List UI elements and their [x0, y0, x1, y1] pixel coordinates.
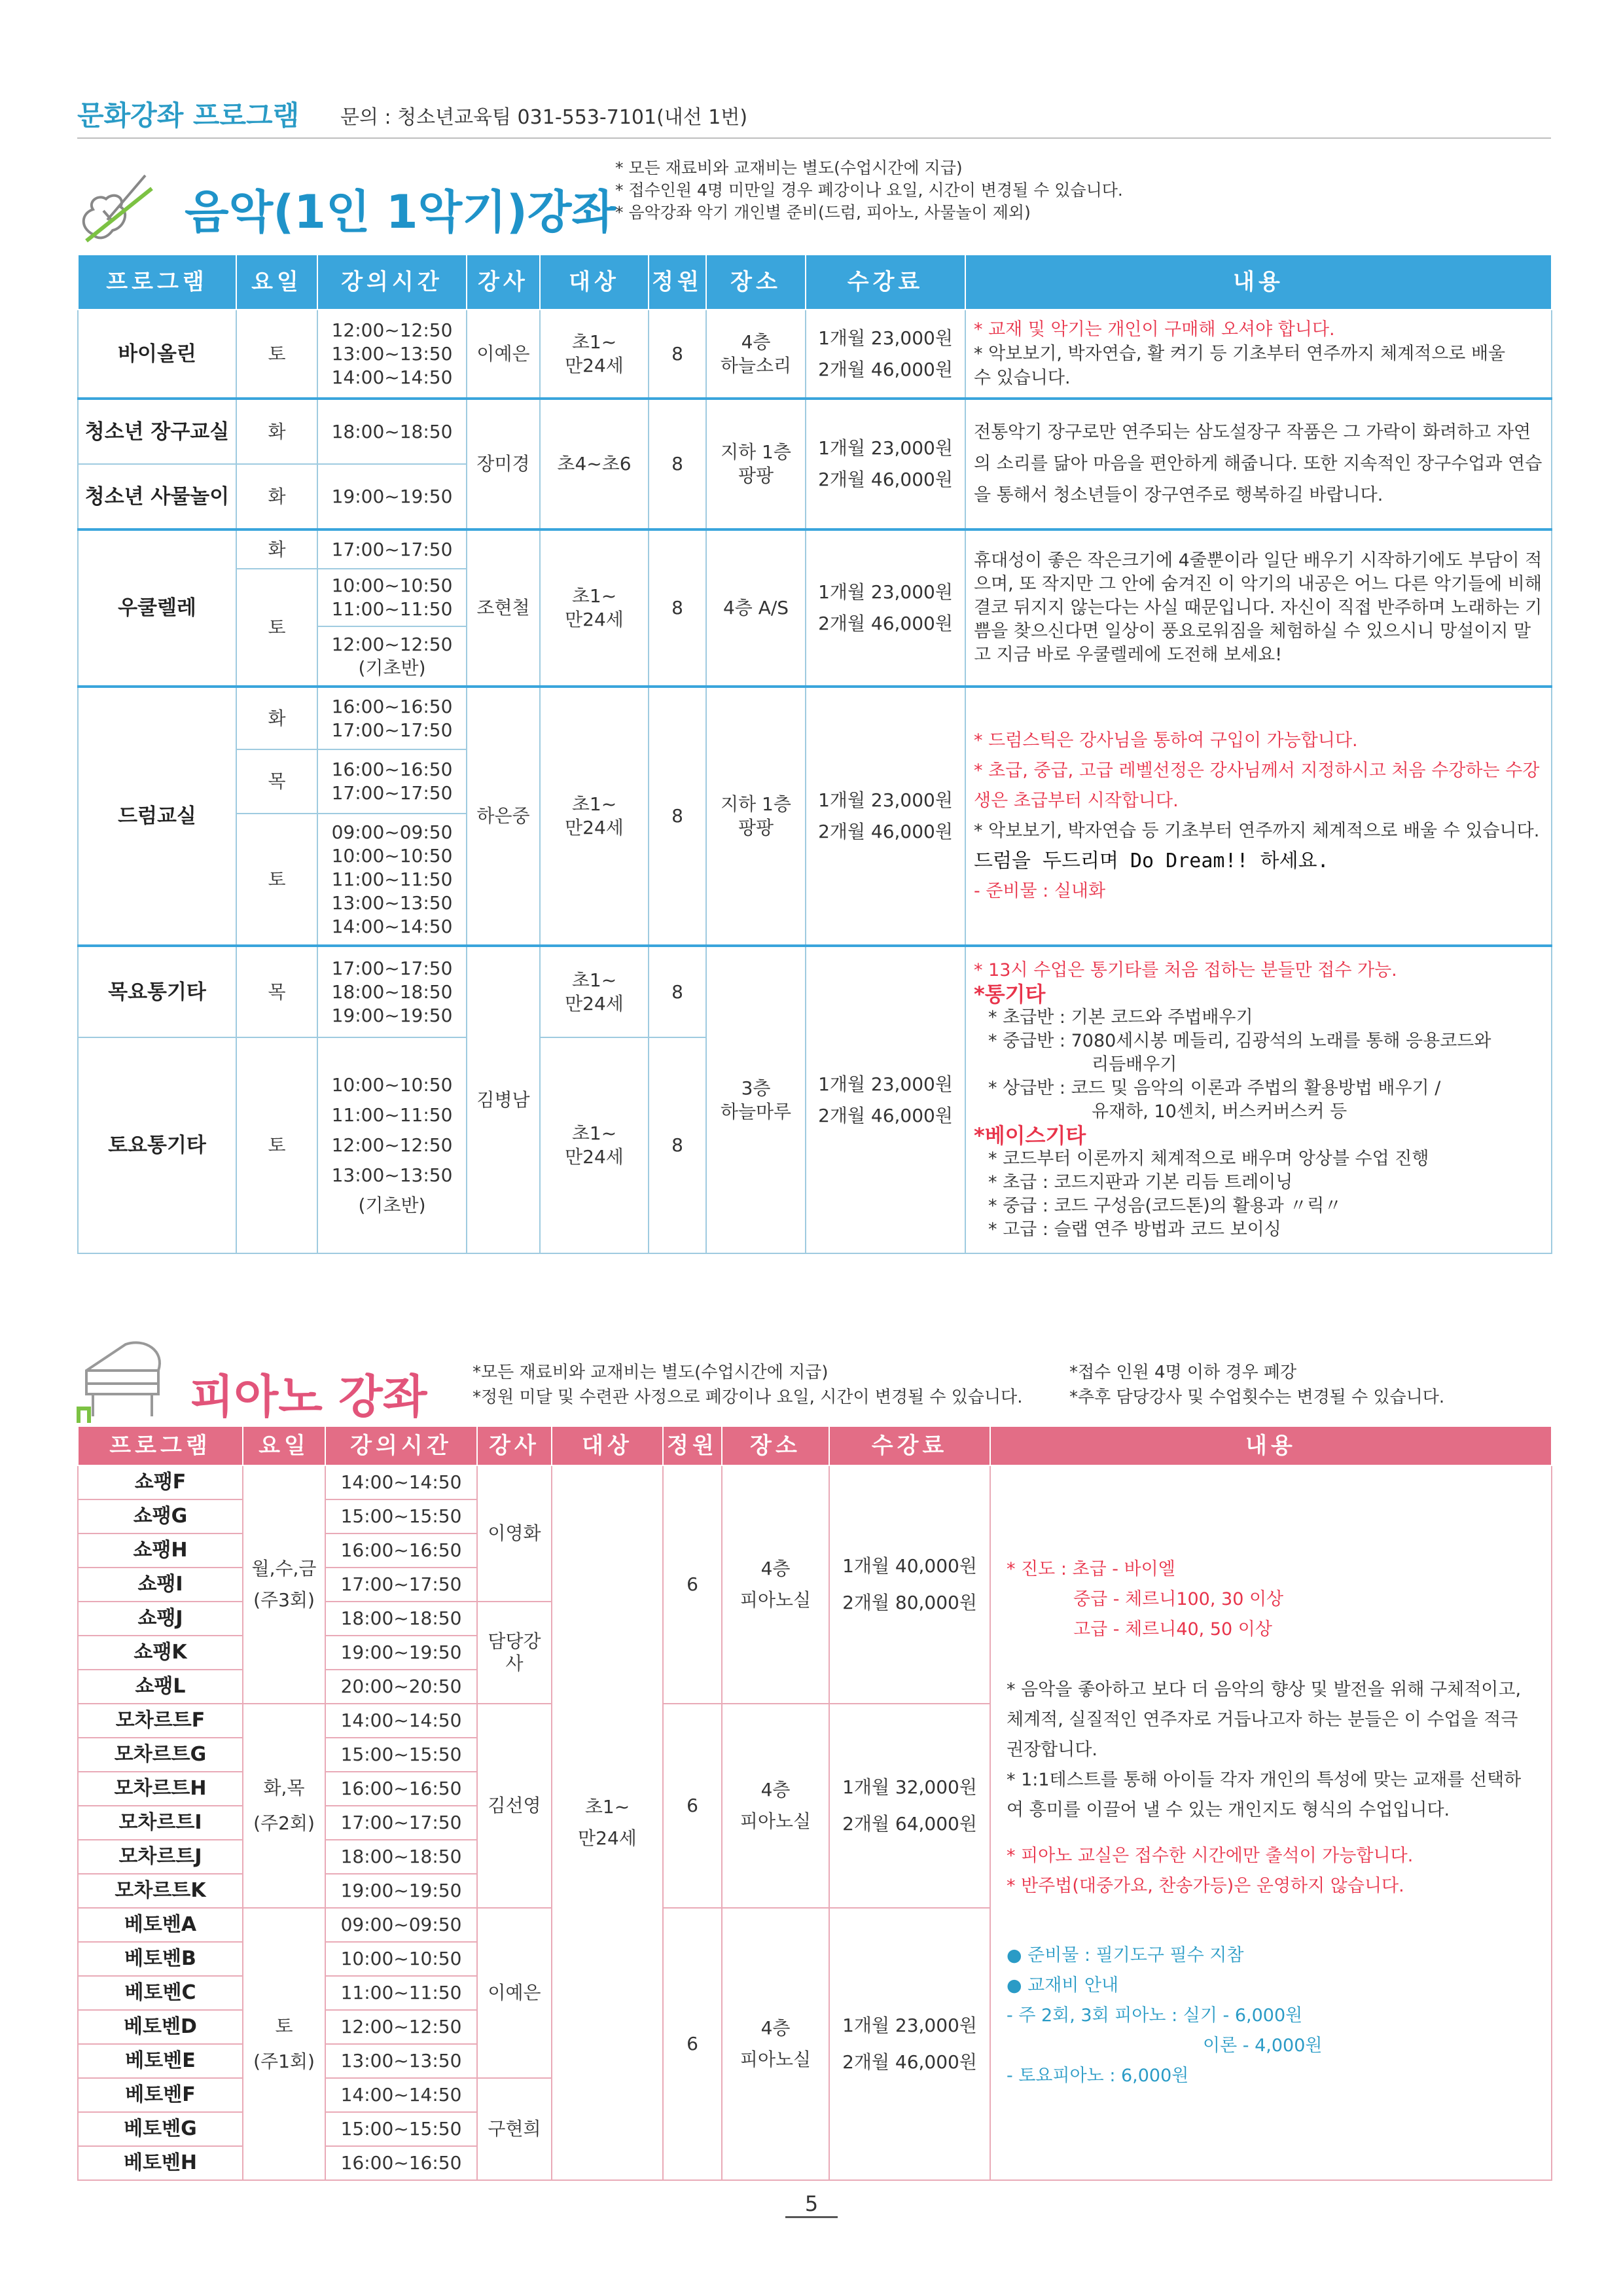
piano-notes-left: *모든 재료비와 교재비는 별도(수업시간에 지급) *정원 미달 및 수련관 사정으로 폐강이나 요일, 시간이 변경될 수 있습니다.: [473, 1363, 1023, 1407]
program-name: 쇼팽H: [78, 1534, 243, 1568]
place: 4층 피아노실: [722, 1704, 829, 1908]
fee: 1개월 23,000원 2개월 46,000원: [806, 687, 965, 946]
music-notes: * 모든 재료비와 교재비는 별도(수업시간에 지급) * 접수인원 4명 미만일 경우 폐강이나 요일, 시간이 변경될 수 있습니다. * 음악강좌 악기 개인별 준비(드럼, 피아노, 사물놀이 제외): [615, 158, 1123, 222]
time: 16:00~16:50: [325, 1772, 477, 1806]
desc-line: * 코드부터 이론까지 체계적으로 배우며 앙상블 수업 진행: [988, 1148, 1429, 1169]
description: [965, 687, 1552, 946]
time: 10:00~10:50: [325, 1942, 477, 1976]
time: 15:00~15:50: [325, 2112, 477, 2146]
place: 지하 1층 팡팡: [706, 687, 806, 946]
place: 지하 1층 팡팡: [706, 399, 806, 529]
description: [965, 946, 1552, 1253]
teacher: 하은중: [467, 687, 540, 946]
progress-line: * 진도 : 초급 - 바이엘: [1007, 1559, 1175, 1579]
program-name: 청소년 장구교실: [78, 399, 236, 464]
desc-text: * 음악을 좋아하고 보다 더 음악의 향상 및 발전을 위해 구체적이고, 체계적, 실질적인 연주자로 거듭나고자 하는 분들은 이 수업을 적극 권장합니다.: [1007, 1679, 1522, 1760]
fee: 1개월 23,000원 2개월 46,000원: [806, 529, 965, 687]
day: 토 (주1회): [243, 1908, 325, 2180]
desc-line: 리듬배우기: [1092, 1054, 1177, 1075]
time: 19:00~19:50: [317, 464, 467, 529]
program-name: 청소년 사물놀이: [78, 464, 236, 529]
day: 토: [236, 310, 317, 399]
col-place: 장소: [722, 1426, 829, 1465]
capacity: 8: [649, 687, 706, 946]
time: 10:00~10:50 11:00~11:50 12:00~12:50 13:00~13:50 (기초반): [317, 1037, 467, 1253]
place: 4층 A/S: [706, 529, 806, 687]
program-name: 쇼팽G: [78, 1499, 243, 1534]
capacity: 6: [663, 1465, 722, 1704]
table-row: [78, 946, 1552, 1037]
piano-section-title: 피아노 강좌: [190, 1370, 427, 1424]
day: 화: [236, 464, 317, 529]
capacity: 8: [649, 399, 706, 529]
prep-line: ● 준비물 : 필기도구 필수 지참: [1007, 1945, 1244, 1965]
header-title: 문화강좌 프로그램: [77, 99, 300, 132]
program-name: 베토벤F: [78, 2078, 243, 2112]
fee: 1개월 40,000원 2개월 80,000원: [829, 1465, 990, 1704]
capacity: 8: [649, 1037, 706, 1253]
capacity: 6: [663, 1704, 722, 1908]
fee: 1개월 23,000원 2개월 46,000원: [806, 946, 965, 1253]
day: 목: [236, 749, 317, 814]
target: 초1~ 만24세: [540, 529, 649, 687]
teacher: 장미경: [467, 399, 540, 529]
time: 14:00~14:50: [325, 1704, 477, 1738]
teacher: 김선영: [477, 1704, 552, 1908]
time: 14:00~14:50: [325, 2078, 477, 2112]
music-section-title: 음악(1인 1악기)강좌: [185, 185, 616, 239]
target: 초1~ 만24세: [540, 946, 649, 1037]
capacity: 8: [649, 529, 706, 687]
target: 초1~ 만24세: [540, 687, 649, 946]
table-row: [78, 399, 1552, 464]
teacher: 담당강사: [477, 1602, 552, 1704]
program-name: 우쿨렐레: [78, 529, 236, 687]
piano-header-row: [78, 1426, 1552, 1465]
program-name: 모차르트F: [78, 1704, 243, 1738]
table-row: [78, 687, 1552, 749]
time: 16:00~16:50 17:00~17:50: [317, 749, 467, 814]
program-name: 베토벤B: [78, 1942, 243, 1976]
desc-line: * 상급반 : 코드 및 음악의 이론과 주법의 활용방법 배우기 /: [988, 1077, 1441, 1098]
col-place: 장소: [706, 255, 806, 310]
col-day: 요일: [243, 1426, 325, 1465]
desc-warning: * 반주법(대중가요, 찬송가등)은 운영하지 않습니다.: [1007, 1876, 1404, 1896]
fee: 1개월 23,000원 2개월 46,000원: [829, 1908, 990, 2180]
piano-icon: [73, 1331, 171, 1423]
col-content: 내용: [990, 1426, 1552, 1465]
time: 17:00~17:50: [325, 1806, 477, 1840]
place: 4층 하늘소리: [706, 310, 806, 399]
day: 토: [236, 569, 317, 687]
time: 17:00~17:50 18:00~18:50 19:00~19:50: [317, 946, 467, 1037]
violin-icon: [73, 162, 158, 247]
program-name: 쇼팽K: [78, 1636, 243, 1670]
time: 17:00~17:50: [325, 1568, 477, 1602]
program-name: 모차르트J: [78, 1840, 243, 1874]
day: 월,수,금 (주3회): [243, 1465, 325, 1704]
time: 12:00~12:50: [325, 2010, 477, 2044]
music-header-row: [78, 255, 1552, 310]
col-teacher: 강사: [467, 255, 540, 310]
progress-line: 중급 - 체르니100, 30 이상: [1073, 1589, 1284, 1609]
piano-description: [990, 1465, 1552, 2180]
teacher: 이예은: [477, 1908, 552, 2078]
desc-line: * 중급 : 코드 구성음(코드톤)의 활용과 〃릭〃: [988, 1195, 1342, 1216]
day: 화: [236, 529, 317, 569]
place: 4층 피아노실: [722, 1908, 829, 2180]
fee-guide-line: - 토요피아노 : 6,000원: [1007, 2066, 1189, 2086]
col-target: 대상: [540, 255, 649, 310]
fee-guide-line: 이론 - 4,000원: [1203, 2036, 1323, 2056]
program-name: 쇼팽F: [78, 1465, 243, 1499]
day: 토: [236, 814, 317, 946]
desc-line: * 고급 : 슬랩 연주 방법과 코드 보이싱: [988, 1219, 1281, 1240]
program-name: 쇼팽L: [78, 1670, 243, 1704]
desc-text: * 악보보기, 박자연습 등 기초부터 연주까지 체계적으로 배울 수 있습니다.: [974, 821, 1540, 841]
program-name: 목요통기타: [78, 946, 236, 1037]
piano-course-table: [77, 1426, 1552, 2181]
description: 휴대성이 좋은 작은크기에 4줄뿐이라 일단 배우기 시작하기에도 부담이 적으며, 또 작지만 그 안에 숨겨진 이 악기의 내공은 어느 다른 악기들에 비해 결코 뒤지지 않는다는 사실 때문입니다. 자신이 직접 반주하며 노래하는 기쁨을 찾으신다면 일상이 풍요로워짐을 체험하실 수 있으시니 망설이지 말고 지금 바로 우쿨렐레에 도전해 보세요!: [965, 529, 1552, 687]
time: 19:00~19:50: [325, 1636, 477, 1670]
col-content: 내용: [965, 255, 1552, 310]
desc-line: * 초급 : 코드지판과 기본 리듬 트레이닝: [988, 1172, 1293, 1193]
time: 18:00~18:50: [325, 1840, 477, 1874]
day: 토: [236, 1037, 317, 1253]
desc-warning: * 교재 및 악기는 개인이 구매해 오셔야 합니다.: [974, 319, 1335, 340]
program-name: 쇼팽I: [78, 1568, 243, 1602]
desc-slogan: 드럼을 두드리며 Do Dream!! 하세요.: [974, 850, 1329, 872]
piano-notes-right: *접수 인원 4명 이하 경우 폐강 *추후 담당강사 및 수업횟수는 변경될 수 있습니다.: [1069, 1363, 1445, 1407]
time: 18:00~18:50: [317, 399, 467, 464]
target: 초1~ 만24세: [552, 1465, 663, 2180]
time: 09:00~09:50 10:00~10:50 11:00~11:50 13:00~13:50 14:00~14:50: [317, 814, 467, 946]
col-program: 프로그램: [78, 255, 236, 310]
col-fee: 수강료: [829, 1426, 990, 1465]
program-name: 모차르트K: [78, 1874, 243, 1908]
desc-text: * 1:1테스트를 통해 아이들 각자 개인의 특성에 맞는 교재를 선택하여 흥미를 이끌어 낼 수 있는 개인지도 형식의 수업입니다.: [1007, 1770, 1522, 1820]
capacity: 8: [649, 310, 706, 399]
program-name: 드럼교실: [78, 687, 236, 946]
acoustic-title: *통기타: [974, 981, 1046, 1007]
col-fee: 수강료: [806, 255, 965, 310]
page-number: 5: [785, 2191, 838, 2218]
program-name: 베토벤E: [78, 2044, 243, 2078]
time: 12:00~12:50 13:00~13:50 14:00~14:50: [317, 310, 467, 399]
teacher: 김병남: [467, 946, 540, 1253]
time: 17:00~17:50: [317, 529, 467, 569]
day: 화: [236, 399, 317, 464]
program-name: 바이올린: [78, 310, 236, 399]
description: 전통악기 장구로만 연주되는 삼도설장구 작품은 그 가락이 화려하고 자연의 소리를 닮아 마음을 편안하게 해줍니다. 또한 지속적인 장구수업과 연습을 통해서 청소년들이 장구연주로 행복하길 바랍니다.: [965, 399, 1552, 529]
desc-prep: - 준비물 : 실내화: [974, 881, 1106, 901]
desc-text: * 악보보기, 박자연습, 활 켜기 등 기초부터 연주까지 체계적으로 배울 수 있습니다.: [974, 344, 1506, 388]
time: 10:00~10:50 11:00~11:50: [317, 569, 467, 626]
progress-line: 고급 - 체르니40, 50 이상: [1073, 1619, 1272, 1640]
fee: 1개월 23,000원 2개월 46,000원: [806, 399, 965, 529]
col-program: 프로그램: [78, 1426, 243, 1465]
time: 13:00~13:50: [325, 2044, 477, 2078]
target: 초1~ 만24세: [540, 1037, 649, 1253]
capacity: 8: [649, 946, 706, 1037]
program-name: 베토벤G: [78, 2112, 243, 2146]
table-row: [78, 529, 1552, 569]
music-course-table: [77, 254, 1552, 1254]
fee: 1개월 32,000원 2개월 64,000원: [829, 1704, 990, 1908]
day: 화,목 (주2회): [243, 1704, 325, 1908]
target: 초1~ 만24세: [540, 310, 649, 399]
desc-line: * 초급반 : 기본 코드와 주법배우기: [988, 1007, 1253, 1028]
teacher: 구현희: [477, 2078, 552, 2180]
col-time: 강의시간: [325, 1426, 477, 1465]
page-header: [77, 92, 1551, 139]
day: 목: [236, 946, 317, 1037]
col-day: 요일: [236, 255, 317, 310]
capacity: 6: [663, 1908, 722, 2180]
fee: 1개월 23,000원 2개월 46,000원: [806, 310, 965, 399]
teacher: 조현철: [467, 529, 540, 687]
program-name: 토요통기타: [78, 1037, 236, 1253]
time: 16:00~16:50: [325, 2146, 477, 2180]
program-name: 베토벤A: [78, 1908, 243, 1942]
teacher: 이영화: [477, 1465, 552, 1602]
description: [965, 310, 1552, 399]
time: 12:00~12:50 (기초반): [317, 626, 467, 687]
teacher: 이예은: [467, 310, 540, 399]
day: 화: [236, 687, 317, 749]
program-name: 모차르트H: [78, 1772, 243, 1806]
time: 18:00~18:50: [325, 1602, 477, 1636]
time: 19:00~19:50: [325, 1874, 477, 1908]
time: 15:00~15:50: [325, 1499, 477, 1534]
place: 4층 피아노실: [722, 1465, 829, 1704]
program-name: 베토벤C: [78, 1976, 243, 2010]
program-name: 베토벤D: [78, 2010, 243, 2044]
col-teacher: 강사: [477, 1426, 552, 1465]
time: 16:00~16:50: [325, 1534, 477, 1568]
target: 초4~초6: [540, 399, 649, 529]
time: 14:00~14:50: [325, 1465, 477, 1499]
desc-warning: * 드럼스틱은 강사님을 통하여 구입이 가능합니다.: [974, 730, 1358, 751]
desc-warning: * 13시 수업은 통기타를 처음 접하는 분들만 접수 가능.: [974, 960, 1397, 980]
bass-title: *베이스기타: [974, 1122, 1086, 1148]
time: 09:00~09:50: [325, 1908, 477, 1942]
header-contact: 문의 : 청소년교육팀 031-553-7101(내선 1번): [340, 106, 748, 129]
table-row: [78, 310, 1552, 399]
program-name: 모차르트G: [78, 1738, 243, 1772]
col-target: 대상: [552, 1426, 663, 1465]
time: 15:00~15:50: [325, 1738, 477, 1772]
col-time: 강의시간: [317, 255, 467, 310]
col-capacity: 정원: [663, 1426, 722, 1465]
time: 20:00~20:50: [325, 1670, 477, 1704]
fee-guide-line: ● 교재비 안내: [1007, 1975, 1119, 1996]
program-name: 베토벤H: [78, 2146, 243, 2180]
desc-warning: * 초급, 중급, 고급 레벨선정은 강사님께서 지정하시고 처음 수강하는 수강생은 초급부터 시작합니다.: [974, 761, 1540, 811]
desc-warning: * 피아노 교실은 접수한 시간에만 출석이 가능합니다.: [1007, 1846, 1414, 1866]
program-name: 쇼팽J: [78, 1602, 243, 1636]
time: 16:00~16:50 17:00~17:50: [317, 687, 467, 749]
desc-line: * 중급반 : 7080세시봉 메들리, 김광석의 노래를 통해 응용코드와: [988, 1030, 1491, 1051]
fee-guide-line: - 주 2회, 3회 피아노 : 실기 - 6,000원: [1007, 2005, 1303, 2026]
desc-line: 유재하, 10센치, 버스커버스커 등: [1092, 1101, 1347, 1122]
place: 3층 하늘마루: [706, 946, 806, 1253]
table-row: [78, 1465, 1552, 1499]
program-name: 모차르트I: [78, 1806, 243, 1840]
col-capacity: 정원: [649, 255, 706, 310]
time: 11:00~11:50: [325, 1976, 477, 2010]
